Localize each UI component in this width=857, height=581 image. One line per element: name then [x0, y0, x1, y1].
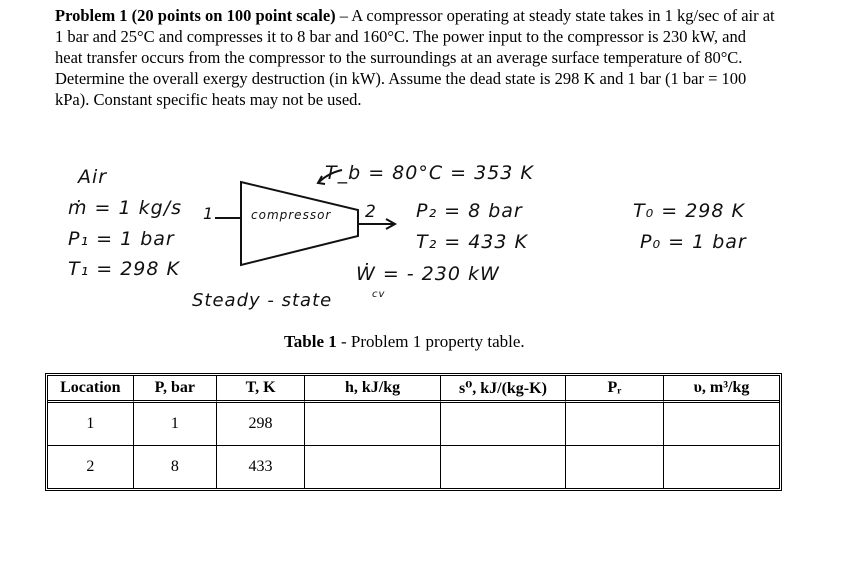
- cell-relative-pressure: [566, 446, 664, 488]
- outlet-pressure-label: P₂ = 8 bar: [416, 200, 523, 222]
- work-subscript: cv: [372, 289, 386, 300]
- steady-state-label: Steady - state: [192, 290, 333, 311]
- header-temperature: T, K: [217, 376, 305, 403]
- cell-location: 2: [48, 446, 134, 488]
- compressor-label: compressor: [251, 208, 332, 222]
- cell-enthalpy: [305, 403, 441, 446]
- table-header-row: [48, 376, 779, 403]
- table-row: [48, 403, 779, 446]
- inlet-temperature-label: T₁ = 298 K: [68, 258, 180, 280]
- heat-arrowhead: [318, 176, 325, 184]
- cell-entropy: [441, 446, 566, 488]
- header-relative-pressure: Pᵣ: [566, 376, 664, 403]
- outlet-arrow: [386, 219, 395, 229]
- header-location: Location: [48, 376, 134, 403]
- property-table: [45, 373, 782, 491]
- inlet-air-label: Air: [78, 166, 108, 188]
- inlet-massflow-label: ṁ = 1 kg/s: [68, 197, 182, 219]
- table-caption-text: - Problem 1 property table.: [336, 332, 525, 351]
- cell-location: 1: [48, 403, 134, 446]
- cell-temperature: 298: [217, 403, 305, 446]
- cell-specific-volume: [664, 446, 779, 488]
- state-2-label: 2: [365, 202, 377, 222]
- problem-statement: [55, 5, 775, 110]
- boundary-temperature-label: T_b = 80°C = 353 K: [325, 162, 534, 184]
- state-1-label: 1: [203, 204, 215, 223]
- cell-specific-volume: [664, 403, 779, 446]
- dead-state-pressure-label: P₀ = 1 bar: [640, 231, 747, 253]
- table-caption-label: Table 1: [284, 332, 337, 351]
- cell-temperature: 433: [217, 446, 305, 488]
- cell-entropy: [441, 403, 566, 446]
- cell-pressure: 1: [134, 403, 217, 446]
- work-label: Ẇ = - 230 kW: [356, 263, 500, 285]
- header-entropy: s⁰, kJ/(kg-K): [441, 376, 566, 403]
- cell-pressure: 8: [134, 446, 217, 488]
- table-row: [48, 446, 779, 488]
- dead-state-temperature-label: T₀ = 298 K: [633, 200, 745, 222]
- header-pressure: P, bar: [134, 376, 217, 403]
- problem-heading: Problem 1 (20 points on 100 point scale): [55, 6, 336, 25]
- cell-relative-pressure: [566, 403, 664, 446]
- problem-body: – A compressor operating at steady state takes in 1 kg/sec of air at 1 bar and 25°C and compresses it to 8 bar and 160°C. The power input to the compressor is 230 kW, and heat transfer occurs from the compressor to the surroundings at an average surface temperature of 80°C. Determine the overall exergy destruction (in kW). Assume the dead state is 298 K and 1 bar (1 bar = 100 kPa). Constant specific heats may not be used.: [55, 6, 775, 109]
- inlet-pressure-label: P₁ = 1 bar: [68, 228, 175, 250]
- outlet-temperature-label: T₂ = 433 K: [416, 231, 528, 253]
- header-specific-volume: υ, m³/kg: [664, 376, 779, 403]
- compressor-shape: [241, 182, 358, 265]
- header-enthalpy: h, kJ/kg: [305, 376, 441, 403]
- cell-enthalpy: [305, 446, 441, 488]
